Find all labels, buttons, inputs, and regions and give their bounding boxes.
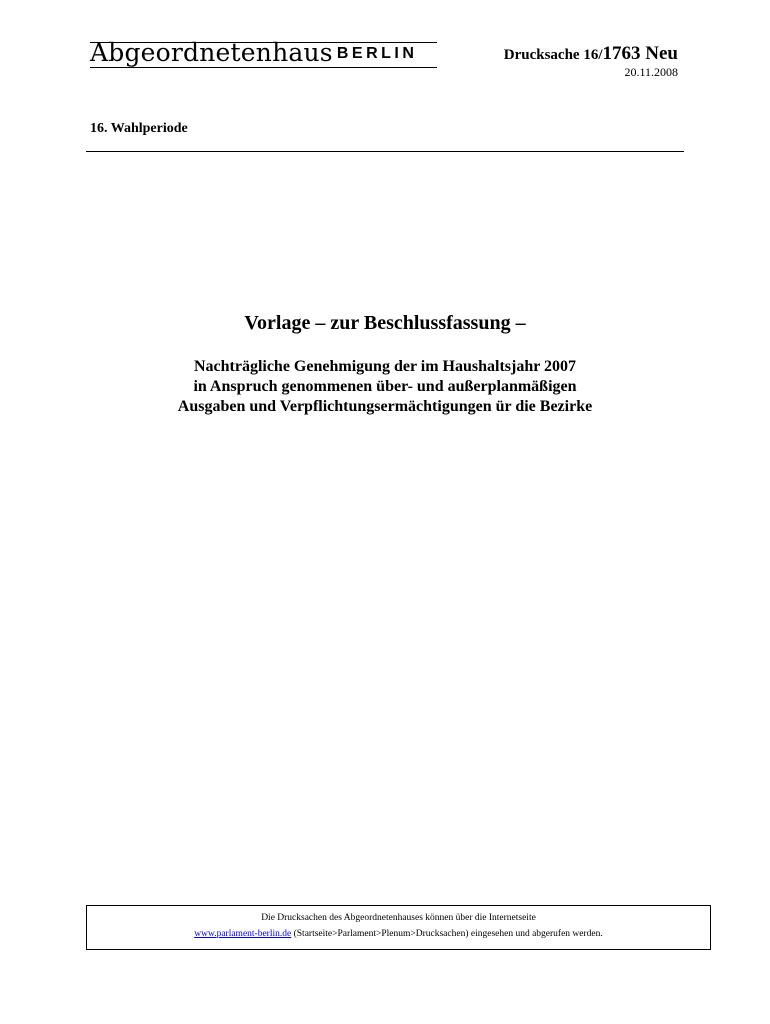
footer-line-2-rest: (Startseite>Parlament>Plenum>Drucksachen) eingesehen und abgerufen werden. (291, 929, 603, 939)
logo-city-text: BERLIN (336, 45, 418, 62)
drucksache-number: 1763 Neu (602, 43, 678, 64)
wahlperiode: 16. Wahlperiode (90, 121, 188, 136)
header-divider (86, 151, 684, 152)
abgeordnetenhaus-logo (90, 40, 417, 66)
subtitle-line-3: Ausgaben und Verpflichtungsermächtigungen ür die Bezirke (177, 398, 593, 415)
parlament-berlin-link[interactable]: www.parlament-berlin.de (194, 929, 292, 939)
logo-bottom-rule (90, 67, 437, 68)
subtitle-line-2: in Anspruch genommenen über- und außerplanmäßigen (193, 378, 577, 395)
document-date: 20.11.2008 (624, 65, 678, 79)
drucksache-label: Drucksache 16/ (503, 47, 603, 63)
drucksache-block (504, 44, 678, 79)
document-subtitle (0, 357, 770, 417)
drucksache-line (504, 44, 678, 65)
subtitle-line-1: Nachträgliche Genehmigung der im Haushaltsjahr 2007 (193, 358, 577, 375)
document-title: Vorlage – zur Beschlussfassung – (244, 312, 526, 334)
logo-main-text: Abgeordnetenhaus (90, 38, 333, 67)
footer-line-1: Die Drucksachen des Abgeordnetenhauses können über die Internetseite (261, 913, 536, 923)
footer-line-2 (87, 928, 710, 941)
footer-notice-box (86, 905, 711, 950)
